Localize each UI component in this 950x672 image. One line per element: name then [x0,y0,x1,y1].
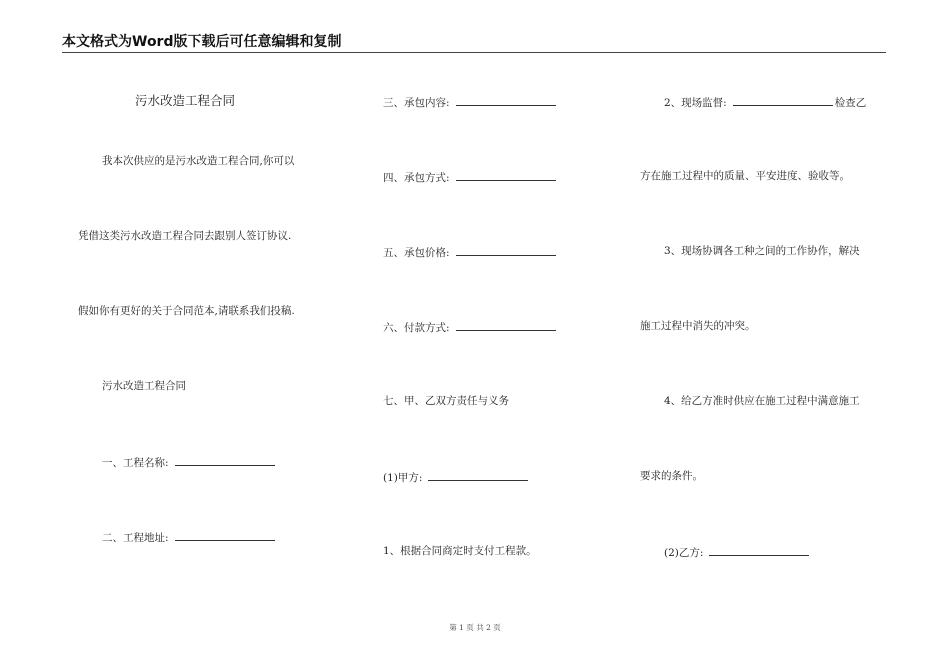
party-a [383,469,528,485]
duty-2-continued: 方在施工过程中的质量、平安进度、验收等。 [640,170,850,182]
item-project-name-label: 一、工程名称: [102,457,169,469]
fill-blank [175,454,275,466]
party-a-label: (1)甲方: [383,472,423,484]
contract-subtitle: 污水改造工程合同 [102,380,186,392]
duty-2-label: 2、现场监督: [664,97,727,109]
intro-line-3: 假如你有更好的关于合同范本,请联系我们投稿. [78,305,295,317]
intro-line-1: 我本次供应的是污水改造工程合同,你可以 [102,155,295,167]
fill-blank [456,319,556,331]
item-payment-method [383,319,556,335]
page-header [62,34,886,53]
item-payment-method-label: 六、付款方式: [383,322,450,334]
document-title: 污水改造工程合同 [135,93,236,108]
item-contract-price [383,244,556,260]
header-text: 本文格式为Word版下载后可任意编辑和复制 [62,34,342,50]
intro-line-2: 凭借这类污水改造工程合同去跟别人签订协议. [78,230,292,242]
item-project-name [102,454,275,470]
item-contract-content-label: 三、承包内容: [383,97,450,109]
fill-blank [456,244,556,256]
fill-blank [733,94,833,106]
item-project-address [102,529,275,545]
fill-blank [175,529,275,541]
page-footer: 第 1 页 共 2 页 [449,623,501,632]
duty-1: 1、根据合同商定时支付工程款。 [383,545,537,557]
item-contract-content [383,94,556,110]
duty-3-continued: 施工过程中消失的冲突。 [640,320,756,332]
party-b-label: (2)乙方: [664,547,704,559]
fill-blank [456,94,556,106]
item-contract-method [383,169,556,185]
fill-blank [456,169,556,181]
duty-2-tail: 检查乙 [834,97,867,109]
fill-blank [709,544,809,556]
item-responsibilities: 七、甲、乙双方责任与义务 [383,395,509,407]
duty-4: 4、给乙方准时供应在施工过程中满意施工 [664,395,860,407]
duty-2 [664,94,866,110]
party-b [664,544,809,560]
item-contract-price-label: 五、承包价格: [383,247,450,259]
item-project-address-label: 二、工程地址: [102,532,169,544]
duty-3: 3、现场协调各工种之间的工作协作，解决 [664,245,860,257]
fill-blank [428,469,528,481]
duty-4-continued: 要求的条件。 [640,470,703,482]
item-contract-method-label: 四、承包方式: [383,172,450,184]
